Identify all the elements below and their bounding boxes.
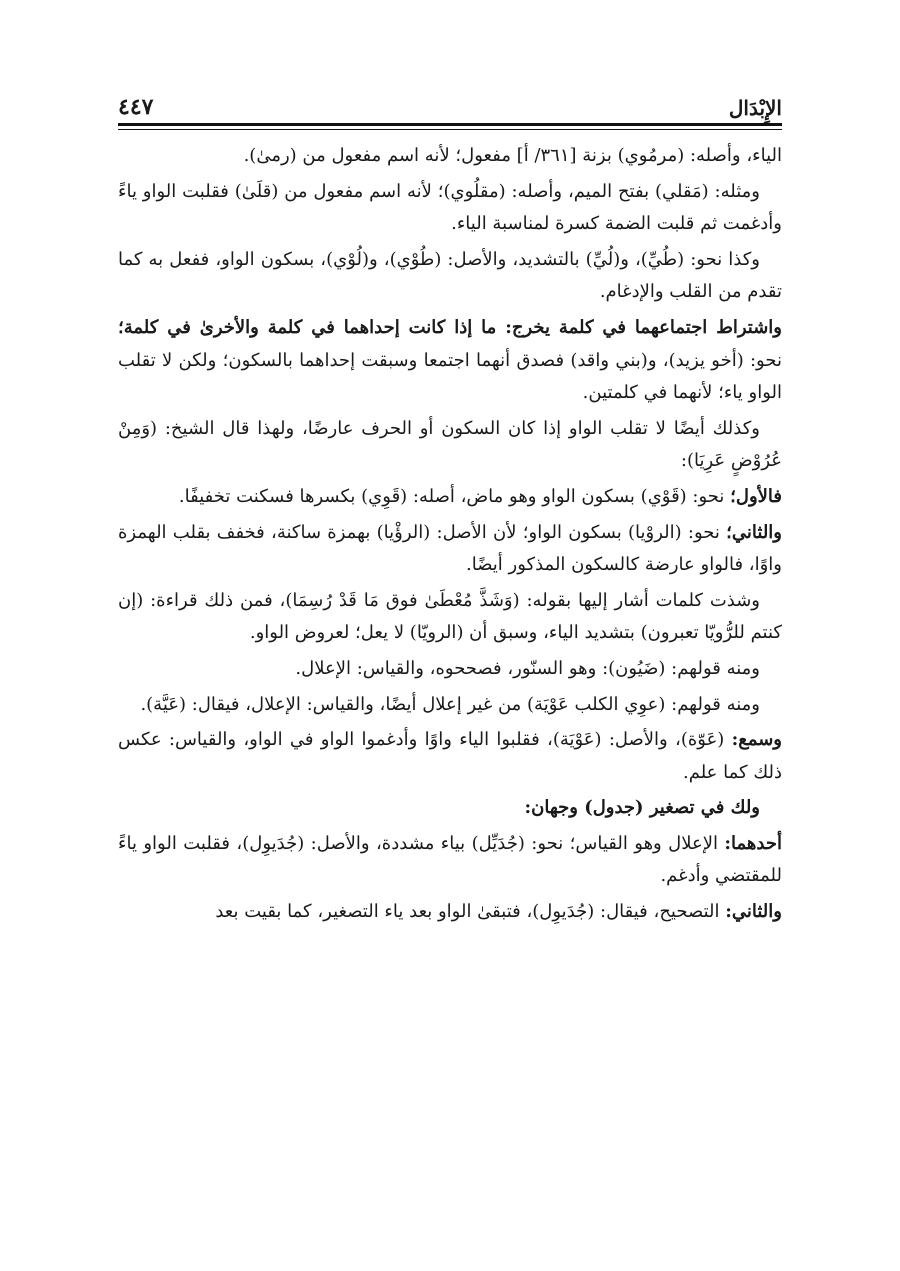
- paragraph: فالأول؛ نحو: (قَوْي) بسكون الواو وهو ماض، أصله: (قَوِي) بكسرها فسكنت تخفيفًا.: [178, 485, 782, 507]
- paragraph: وكذلك أيضًا لا تقلب الواو إذا كان السكون أو الحرف عارضًا، ولهذا قال الشيخ: (وَمِنْ عُرُوْضٍ عَرِيَا):: [118, 417, 782, 472]
- running-header: [118, 84, 782, 120]
- paragraph: وكذا نحو: (طُيِّ)، و(لُيِّ) بالتشديد، والأصل: (طُوْي)، و(لُوْي)، بسكون الواو، ففعل به كما تقدم من القلب والإدغام.: [118, 248, 782, 303]
- paragraph-lead: أحدهما:: [724, 832, 782, 854]
- paragraph-lead: واشتراط اجتماعهما في كلمة يخرج: ما إذا كانت إحداهما في كلمة والأخرىٰ في كلمة؛: [118, 316, 782, 338]
- paragraph-lead: والثاني؛: [726, 521, 782, 543]
- header-rule-thin: [118, 129, 782, 130]
- paragraph: والثاني؛ نحو: (الروْيا) بسكون الواو؛ لأن الأصل: (الرؤْيا) بهمزة ساكنة، فخفف بقلب الهمزة واوًا، فالواو عارضة كالسكون المذكور أيضًا.: [118, 521, 782, 576]
- paragraph: والثاني: التصحيح، فيقال: (جُدَيوِل)، فتبقىٰ الواو بعد ياء التصغير، كما بقيت بعد: [215, 901, 782, 923]
- paragraph: وشذت كلمات أشار إليها بقوله: (وَشَذَّ مُعْطَىٰ فوق مَا قَدْ رُسِمَا)، فمن ذلك قراءة: (إن كنتم للرُّويّا تعبرون) بتشديد الياء، وسبق أن (الرويّا) لا يعل؛ لعروض الواو.: [118, 589, 782, 644]
- paragraph: الياء، وأصله: (مرمُوي) بزنة [٣٦١/ أ] مفعول؛ لأنه اسم مفعول من (رمىٰ).: [243, 145, 782, 166]
- paragraph: وسمع: (عَوّة)، والأصل: (عَوْيَة)، فقلبوا الياء واوًا وأدغموا الواو في الواو، والقياس: عكس ذلك كما علم.: [118, 729, 782, 783]
- page-number: ٤٤٧: [118, 94, 154, 120]
- body-text: [118, 140, 782, 932]
- paragraph: ومنه قولهم: (عوِي الكلب عَوْيَة) من غير إعلال أيضًا، والقياس: الإعلال، فيقال: (عَيَّة).: [140, 693, 760, 715]
- running-title: الإِبْدَال: [728, 96, 782, 120]
- section-heading: ولك في تصغير (جدول) وجهان:: [524, 797, 760, 819]
- header-rule-thick: [118, 123, 782, 126]
- paragraph-lead: والثاني:: [725, 901, 782, 923]
- paragraph-lead: فالأول؛: [730, 485, 782, 507]
- paragraph: ومثله: (مَقلي) بفتح الميم، وأصله: (مقلُوي)؛ لأنه اسم مفعول من (قلَىٰ) فقلبت الواو ياءً وأدغمت ثم قلبت الضمة كسرة لمناسبة الياء.: [118, 180, 782, 235]
- paragraph: ومنه قولهم: (ضَيُون): وهو السنّور، فصححوه، والقياس: الإعلال.: [295, 657, 760, 679]
- paragraph: واشتراط اجتماعهما في كلمة يخرج: ما إذا كانت إحداهما في كلمة والأخرىٰ في كلمة؛ نحو: (أخو يزيد)، و(بني واقد) فصدق أنهما اجتمعا وسبقت إحداهما بالسكون؛ ولكن لا تقلب الواو ياء؛ لأنهما في كلمتين.: [118, 316, 782, 404]
- paragraph: أحدهما: الإعلال وهو القياس؛ نحو: (جُدَيِّل) بياء مشددة، والأصل: (جُدَيوِل)، فقلبت الواو ياءً للمقتضي وأدغم.: [118, 832, 782, 887]
- paragraph-lead: وسمع:: [731, 729, 782, 751]
